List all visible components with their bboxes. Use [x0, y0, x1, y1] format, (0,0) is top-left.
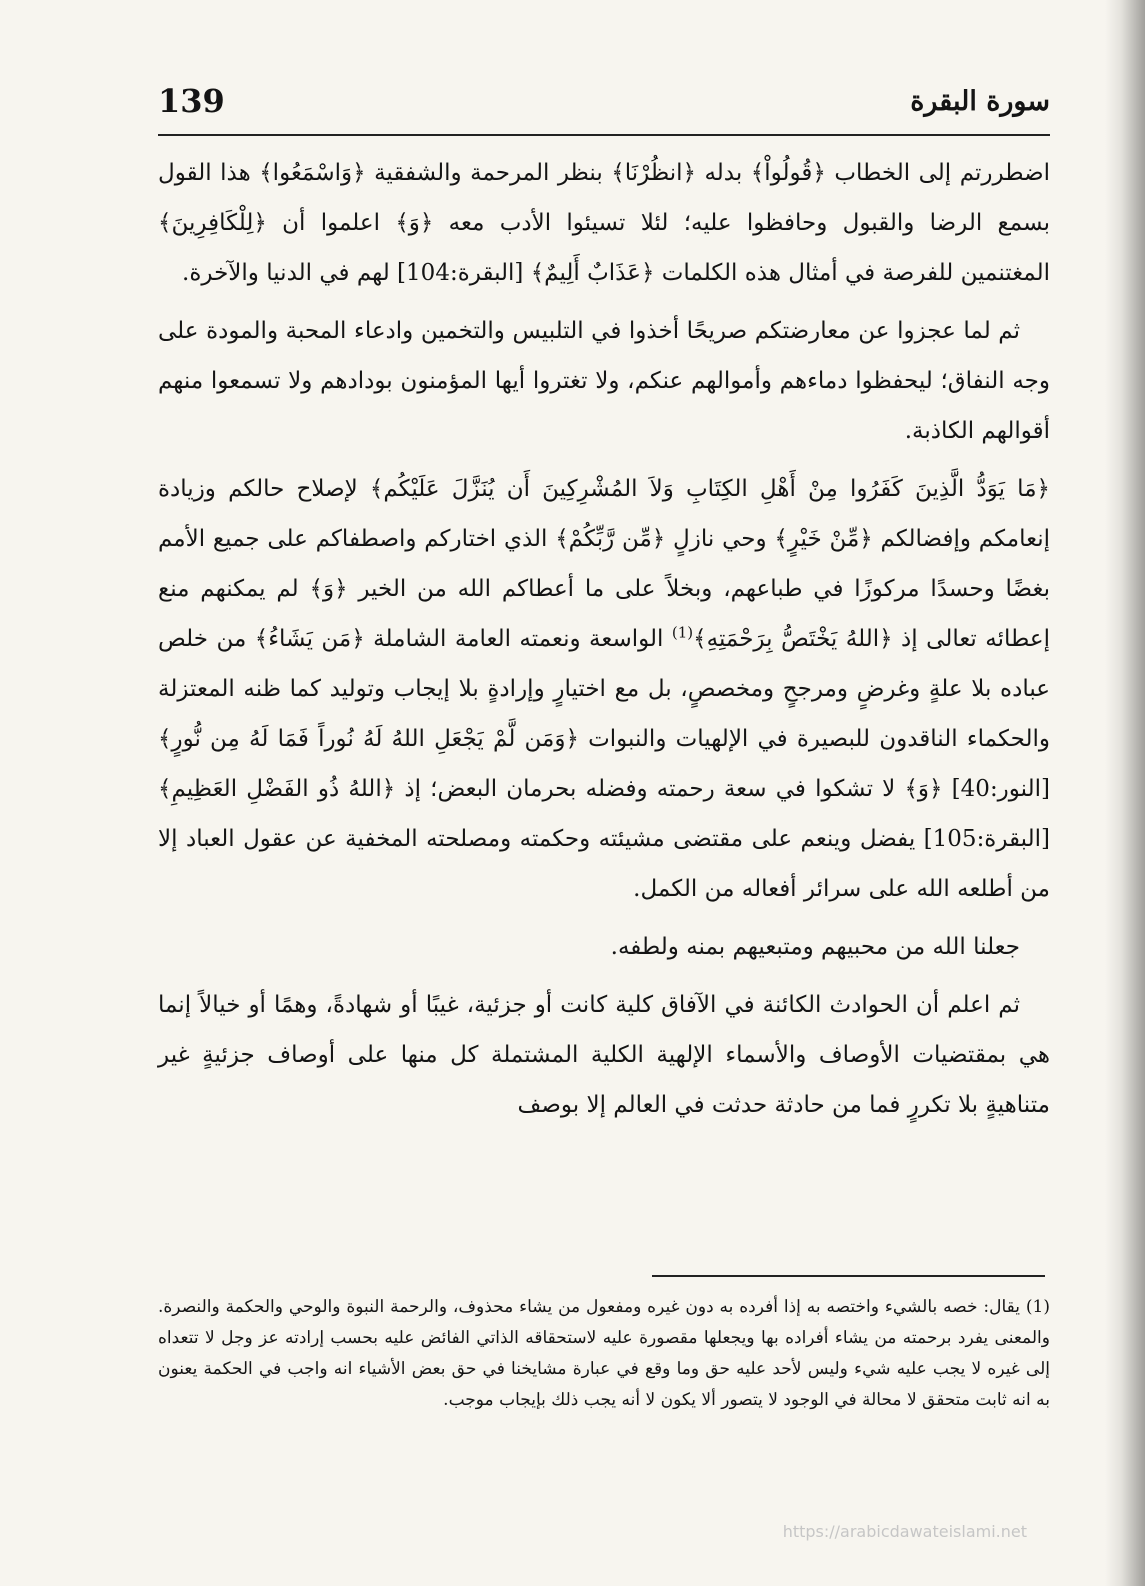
footnotes — [158, 1292, 1050, 1416]
paragraph-text: ﴿مَا يَوَدُّ الَّذِينَ كَفَرُوا مِنْ أَهْلِ الكِتَابِ وَلاَ المُشْرِكِينَ أَن يُنَزَّلَ عَلَيْكُم﴾ لإصلاح حالكم وزيادة إنعامكم وإفضالكم ﴿مِّنْ خَيْرٍ﴾ وحي نازلٍ ﴿مِّن رَّبِّكُمْ﴾ الذي اختاركم واصطفاكم على جميع الأمم بغضًا وحسدًا مركوزًا في طباعهم، وبخلاً على ما أعطاكم الله من الخير ﴿وَ﴾ لم يمكنهم منع إعطائه تعالى إذ ﴿اللهُ يَخْتَصُّ بِرَحْمَتِهِ﴾ — [158, 476, 1051, 652]
paragraph: ثم اعلم أن الحوادث الكائنة في الآفاق كلية كانت أو جزئية، غيبًا أو شهادةً، وهمًا أو خيالاً إنما هي بمقتضيات الأوصاف والأسماء الإلهية الكلية المشتملة كل منها على أوصاف جزئيةٍ غير متناهيةٍ بلا تكررٍ فما من حادثة حدثت في العالم إلا بوصف — [158, 992, 1050, 1118]
footnote-reference: (1) — [671, 623, 694, 642]
page-spine-shadow — [1105, 0, 1145, 1586]
paragraph — [158, 464, 1050, 914]
running-title: سورة البقرة — [910, 86, 1050, 117]
body-text — [158, 148, 1050, 1130]
paragraph: اضطررتم إلى الخطاب ﴿قُولُواْ﴾ بدله ﴿انظُرْنَا﴾ بنظر المرحمة والشفقية ﴿وَاسْمَعُوا﴾ هذا القول بسمع الرضا والقبول وحافظوا عليه؛ لئلا تسيئوا الأدب معه ﴿وَ﴾ اعلموا أن ﴿لِلْكَافِرِينَ﴾ المغتنمين للفرصة في أمثال هذه الكلمات ﴿عَذَابٌ أَلِيمٌ﴾ [البقرة:104] لهم في الدنيا والآخرة. — [158, 160, 1050, 286]
watermark-url: https://arabicdawateislami.net — [782, 1522, 1027, 1541]
paragraph: ثم لما عجزوا عن معارضتكم صريحًا أخذوا في التلبيس والتخمين وادعاء المحبة والمودة على وجه النفاق؛ ليحفظوا دماءهم وأموالهم عنكم، ولا تغتروا أيها المؤمنون بودادهم ولا تسمعوا منهم أقوالهم الكاذبة. — [158, 318, 1050, 444]
footnote-divider — [652, 1275, 1045, 1277]
page-number: 139 — [158, 82, 225, 120]
page-header — [158, 82, 1050, 136]
paragraph: جعلنا الله من محبيهم ومتبعيهم بمنه ولطفه. — [610, 934, 1020, 960]
footnote: (1) يقال: خصه بالشيء واختصه به إذا أفرده به دون غيره ومفعول من يشاء محذوف، والرحمة النبوة والوحي والحكمة والنصرة. والمعنى يفرد برحمته من يشاء أفراده بها ويجعلها مقصورة عليه لاستحقاقه الذاتي الفائض عليه بحسب إرادته عز وجل لا تتعداه إلى غيره لا يجب عليه شيء وليس لأحد عليه حق وما وقع في عبارة مشايخنا في حق بعض الأشياء انه واجب في الحكمة يعنون به انه ثابت متحقق لا محالة في الوجود لا يتصور ألا يكون لا أنه يجب ذلك بإيجاب موجب. — [158, 1297, 1050, 1410]
paragraph-text: الواسعة ونعمته العامة الشاملة ﴿مَن يَشَاءُ﴾ من خلص عباده بلا علةٍ وغرضٍ ومرجحٍ ومخصصٍ، بل مع اختيارٍ وإرادةٍ بلا إيجاب وتوليد كما ظنه المعتزلة والحكماء الناقدون للبصيرة في الإلهيات والنبوات ﴿وَمَن لَّمْ يَجْعَلِ اللهُ لَهُ نُوراً فَمَا لَهُ مِن نُّورٍ﴾ [النور:40] ﴿وَ﴾ لا تشكوا في سعة رحمته وفضله بحرمان البعض؛ إذ ﴿اللهُ ذُو الفَضْلِ العَظِيمِ﴾ [البقرة:105] يفضل وينعم على مقتضى مشيئته وحكمته ومصلحته المخفية عن عقول العباد إلا من أطلعه الله على سرائر أفعاله من الكمل. — [158, 626, 1050, 902]
